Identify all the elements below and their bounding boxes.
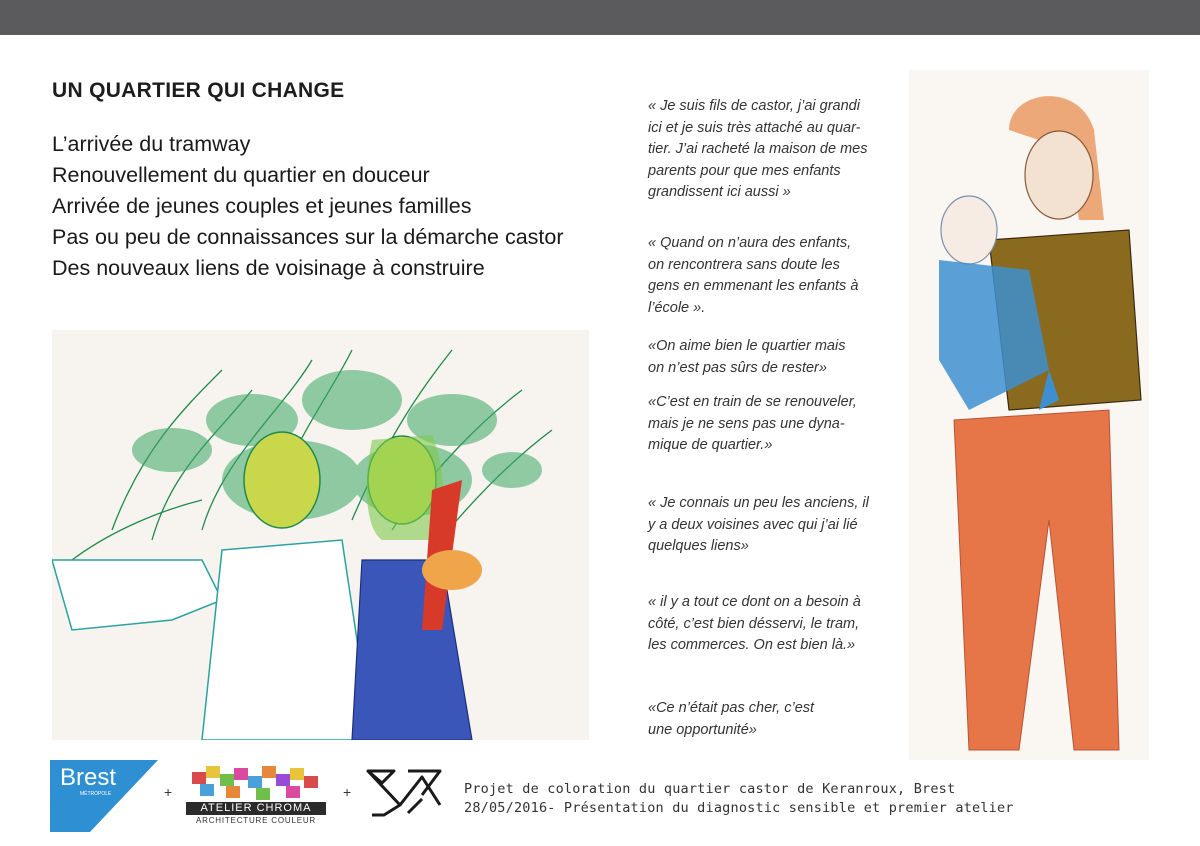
quote-3: «On aime bien le quartier mais on n’est pas sûrs de rester» (648, 338, 846, 376)
brest-logo-text: Brest (60, 764, 117, 791)
top-bar (0, 0, 1200, 35)
mother-child-illustration (909, 70, 1149, 760)
plus-sign: + (164, 784, 173, 800)
quote-7: «Ce n’était pas cher, c’est une opportunité» (648, 700, 815, 738)
quote-6: « il y a tout ce dont on a besoin à côté, c’est bien désservi, le tram, les commerces. On est bien là.» (648, 594, 861, 653)
bullet-list (52, 129, 564, 284)
plus-sign: + (343, 784, 352, 800)
atelier-chroma-logo (186, 762, 326, 826)
quote-4: «C’est en train de se renouveler, mais je ne sens pas une dyna- mique de quartier.» (648, 394, 857, 453)
brest-metropole-logo (50, 760, 158, 832)
footer-project-info (464, 780, 1014, 818)
couple-illustration (52, 330, 589, 740)
quote-1: « Je suis fils de castor, j’ai grandi ici et je suis très attaché au quar- tier. J’ai racheté la maison de mes parents pour que mes enfants grandissent ici aussi » (648, 98, 868, 200)
bullet-item: L’arrivée du tramway (52, 132, 251, 156)
atelier-chroma-subtitle: ARCHITECTURE COULEUR (195, 816, 316, 825)
bullet-item: Renouvellement du quartier en douceur (52, 163, 430, 187)
footer-line-date: 28/05/2016- Présentation du diagnostic sensible et premier atelier (464, 800, 1014, 816)
page-title: UN QUARTIER QUI CHANGE (52, 79, 345, 102)
bullet-item: Arrivée de jeunes couples et jeunes familles (52, 194, 472, 218)
partner-mark-logo (364, 765, 444, 820)
brest-logo-subtext: MÉTROPOLE (80, 791, 112, 797)
atelier-chroma-name: ATELIER CHROMA (186, 802, 326, 815)
quote-5: « Je connais un peu les anciens, il y a deux voisines avec qui j’ai lié quelques liens» (648, 495, 869, 554)
bullet-item: Pas ou peu de connaissances sur la démarche castor (52, 225, 564, 249)
bullet-item: Des nouveaux liens de voisinage à construire (52, 256, 485, 280)
footer-line-project: Projet de coloration du quartier castor de Keranroux, Brest (464, 781, 956, 797)
quote-2: « Quand on n’aura des enfants, on rencontrera sans doute les gens en emmenant les enfants à l’école ». (648, 235, 859, 316)
